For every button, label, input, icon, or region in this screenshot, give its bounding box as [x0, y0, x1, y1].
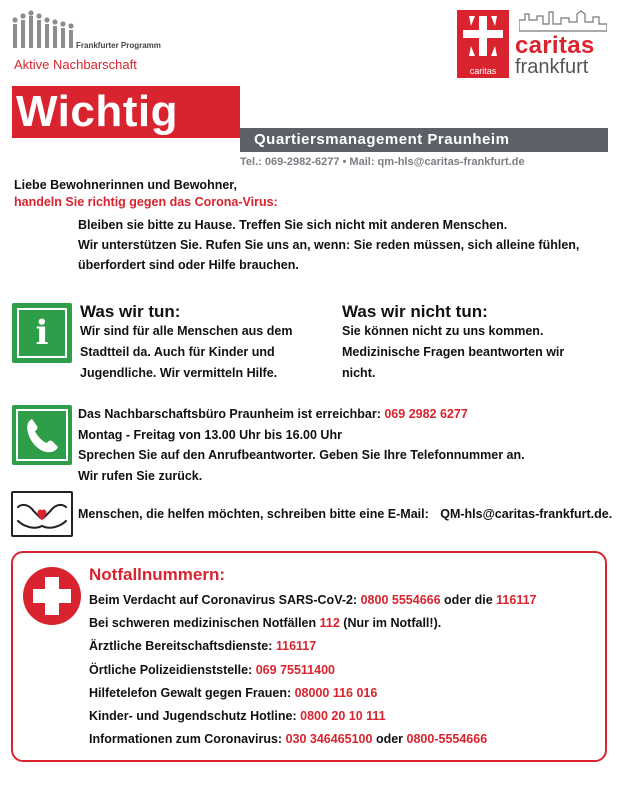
phone-text — [78, 404, 608, 486]
emergency-list — [89, 589, 599, 751]
emergency-row: Kinder- und Jugendschutz Hotline: 0800 20 10 111 — [89, 709, 386, 724]
caritas-logo — [457, 10, 609, 80]
info-icon: i — [12, 303, 72, 363]
intro-line: überfordert sind oder Hilfe brauchen. — [78, 258, 299, 272]
helpers-text — [78, 507, 612, 521]
emergency-row: Bei schweren medizinischen Notfällen 112 (Nur im Notfall!). — [89, 616, 442, 631]
program-name: Aktive Nachbarschaft — [14, 57, 137, 72]
phone-line-2: Montag - Freitag von 13.00 Uhr bis 16.00 Uhr — [78, 427, 342, 442]
phone-line-4: Wir rufen Sie zurück. — [78, 468, 203, 483]
caritas-cross-badge — [457, 10, 509, 78]
helping-hands-icon — [11, 491, 73, 537]
helpers-email: QM-hls@caritas-frankfurt.de. — [440, 507, 613, 521]
intro-block — [14, 177, 278, 211]
office-phone-number: 069 2982 6277 — [384, 407, 468, 421]
phone-line-3: Sprechen Sie auf den Anrufbeantworter. Geben Sie Ihre Telefonnummer an. — [78, 448, 525, 462]
caritas-word: caritas — [515, 32, 595, 59]
we-do-heading: Was wir tun: — [80, 302, 181, 321]
caritas-badge-text: caritas — [469, 66, 497, 76]
emergency-title: Notfallnummern: — [89, 565, 225, 584]
wichtig-banner: Wichtig — [12, 86, 240, 138]
emergency-row: Hilfetelefon Gewalt gegen Frauen: 08000 116 016 — [89, 685, 378, 700]
greeting: Liebe Bewohnerinnen und Bewohner, — [14, 178, 237, 192]
emergency-row: Ärztliche Bereitschaftsdienste: 116117 — [89, 639, 317, 654]
intro-headline: handeln Sie richtig gegen das Corona-Virus: — [14, 195, 278, 209]
we-dont-heading: Was wir nicht tun: — [342, 302, 488, 321]
helpers-message: Menschen, die helfen möchten, schreiben bitte eine E-Mail: — [78, 507, 429, 521]
emergency-row: Informationen zum Coronavirus: 030 346465100 oder 0800-5554666 — [89, 732, 488, 747]
subtitle-bar: Quartiersmanagement Praunheim — [240, 128, 608, 152]
phone-line-1-prefix: Das Nachbarschaftsbüro Praunheim ist erreichbar: — [78, 407, 381, 421]
skyline-icon — [519, 10, 607, 32]
frankfurter-programm-logo — [12, 10, 192, 76]
intro-line: Wir unterstützen Sie. Rufen Sie uns an, wenn: Sie reden müssen, sich alleine fühlen, — [78, 238, 580, 252]
we-dont-text: Sie können nicht zu uns kommen. Medizinische Fragen beantworten wir nicht. — [342, 324, 565, 380]
program-label: Frankfurter Programm — [76, 41, 161, 50]
we-do-text: Wir sind für alle Menschen aus dem Stadtteil da. Auch für Kinder und Jugendliche. Wir vermitteln Hilfe. — [80, 324, 293, 380]
contact-line: Tel.: 069-2982-6277 • Mail: qm-hls@caritas-frankfurt.de — [240, 156, 525, 168]
caritas-city: frankfurt — [515, 56, 589, 78]
caritas-flame-cross-icon — [457, 10, 509, 62]
emergency-row: Örtliche Polizeidienststelle: 069 75511400 — [89, 662, 335, 677]
phone-line-1 — [78, 404, 608, 425]
intro-line: Bleiben sie bitte zu Hause. Treffen Sie sich nicht mit anderen Menschen. — [78, 218, 508, 232]
intro-body — [78, 215, 608, 275]
people-bars-icon — [12, 10, 74, 50]
phone-icon — [12, 405, 72, 465]
emergency-row: Beim Verdacht auf Coronavirus SARS-CoV-2: 0800 5554666 oder die 116117 — [89, 593, 537, 607]
red-cross-icon — [23, 567, 81, 625]
